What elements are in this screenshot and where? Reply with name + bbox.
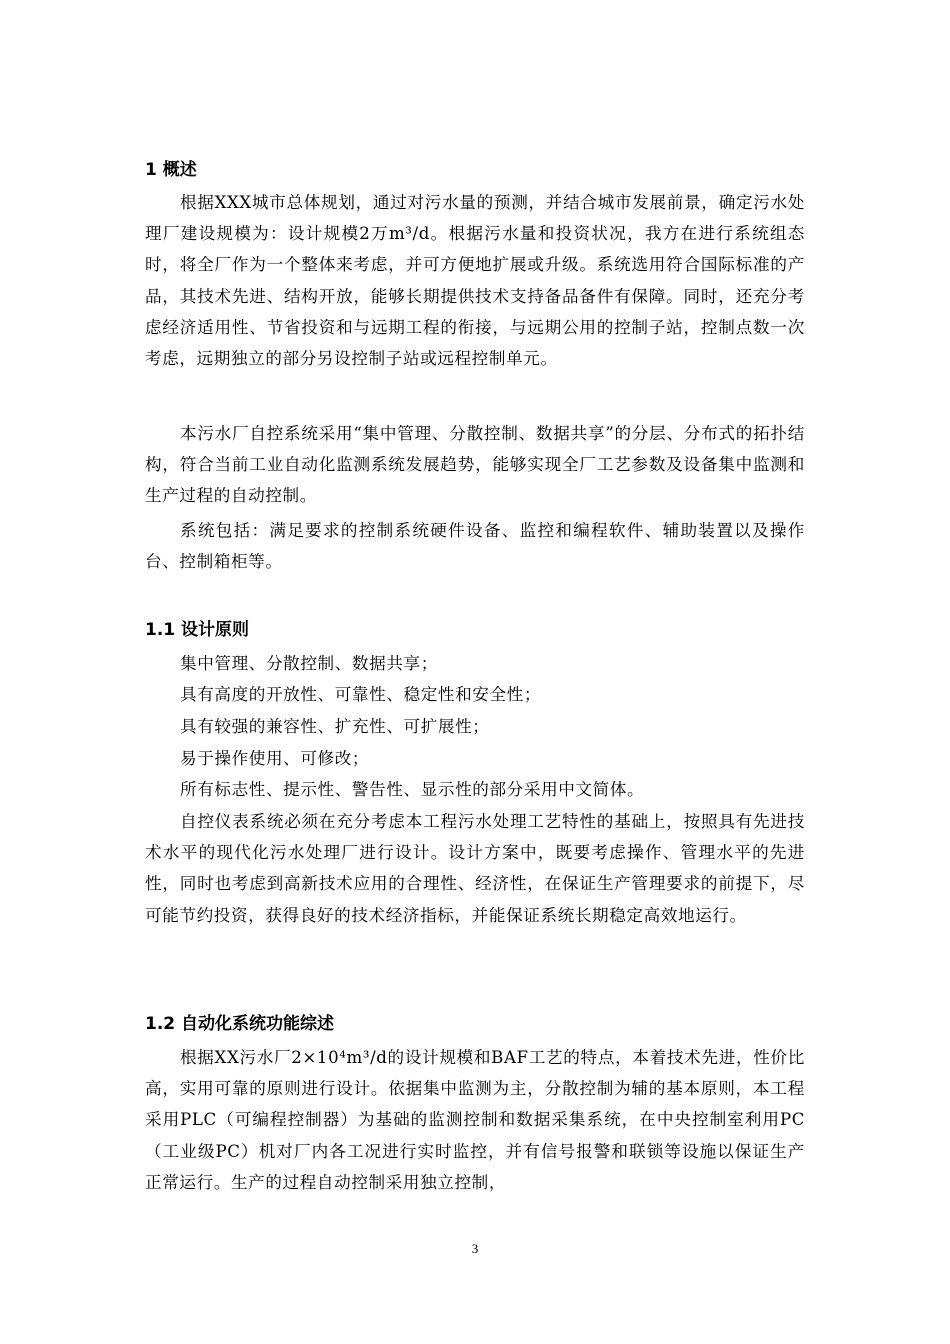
section-1-1-heading: 1.1 设计原则 [145, 620, 250, 640]
section-1-paragraph-1: 根据XXX城市总体规划，通过对污水量的预测，并结合城市发展前景，确定污水处理厂建设规模为：设计规模2万m³/d。根据污水量和投资状况，我方在进行系统组态时，将全厂作为一个整体来考虑，并可方便地扩展或升级。系统选用符合国际标准的产品，其技术先进、结构开放，能够长期提供技术支持备品备件有保障。同时，还充分考虑经济适用性、节省投资和与远期工程的衔接，与远期公用的控制子站，控制点数一次考虑，远期独立的部分另设控制子站或远程控制单元。 [145, 193, 805, 369]
section-1-heading: 1 概述 [145, 160, 197, 180]
section-1-paragraph-3: 系统包括：满足要求的控制系统硬件设备、监控和编程软件、辅助装置以及操作台、控制箱柜等。 [145, 521, 805, 572]
principle-item: 具有较强的兼容性、扩充性、可扩展性； [180, 717, 490, 736]
section-1-2-paragraph-1: 根据XX污水厂2×10⁴m³/d的设计规模和BAF工艺的特点，本着技术先进，性价比高，实用可靠的原则进行设计。依据集中监测为主，分散控制为辅的基本原则，本工程采用PLC（可编程控制器）为基础的监测控制和数据采集系统，在中央控制室利用PC（工业级PC）机对厂内各工况进行实时监控，并有信号报警和联锁等设施以保证生产正常运行。生产的过程自动控制采用独立控制， [145, 1048, 805, 1192]
section-1-2-heading: 1.2 自动化系统功能综述 [145, 1014, 335, 1034]
principle-item: 集中管理、分散控制、数据共享； [180, 654, 438, 673]
principle-item: 易于操作使用、可修改； [180, 749, 370, 768]
principle-item: 具有高度的开放性、可靠性、稳定性和安全性； [180, 685, 542, 704]
page-number: 3 [471, 1241, 479, 1256]
principle-item: 所有标志性、提示性、警告性、显示性的部分采用中文简体。 [180, 780, 645, 799]
section-1-paragraph-2: 本污水厂自控系统采用“集中管理、分散控制、数据共享”的分层、分布式的拓扑结构，符合当前工业自动化监测系统发展趋势，能够实现全厂工艺参数及设备集中监测和生产过程的自动控制。 [145, 424, 805, 506]
section-1-1-paragraph-1: 自控仪表系统必须在充分考虑本工程污水处理工艺特性的基础上，按照具有先进技术水平的现代化污水处理厂进行设计。设计方案中，既要考虑操作、管理水平的先进性，同时也考虑到高新技术应用的合理性、经济性，在保证生产管理要求的前提下，尽可能节约投资，获得良好的技术经济指标，并能保证系统长期稳定高效地运行。 [145, 812, 805, 925]
